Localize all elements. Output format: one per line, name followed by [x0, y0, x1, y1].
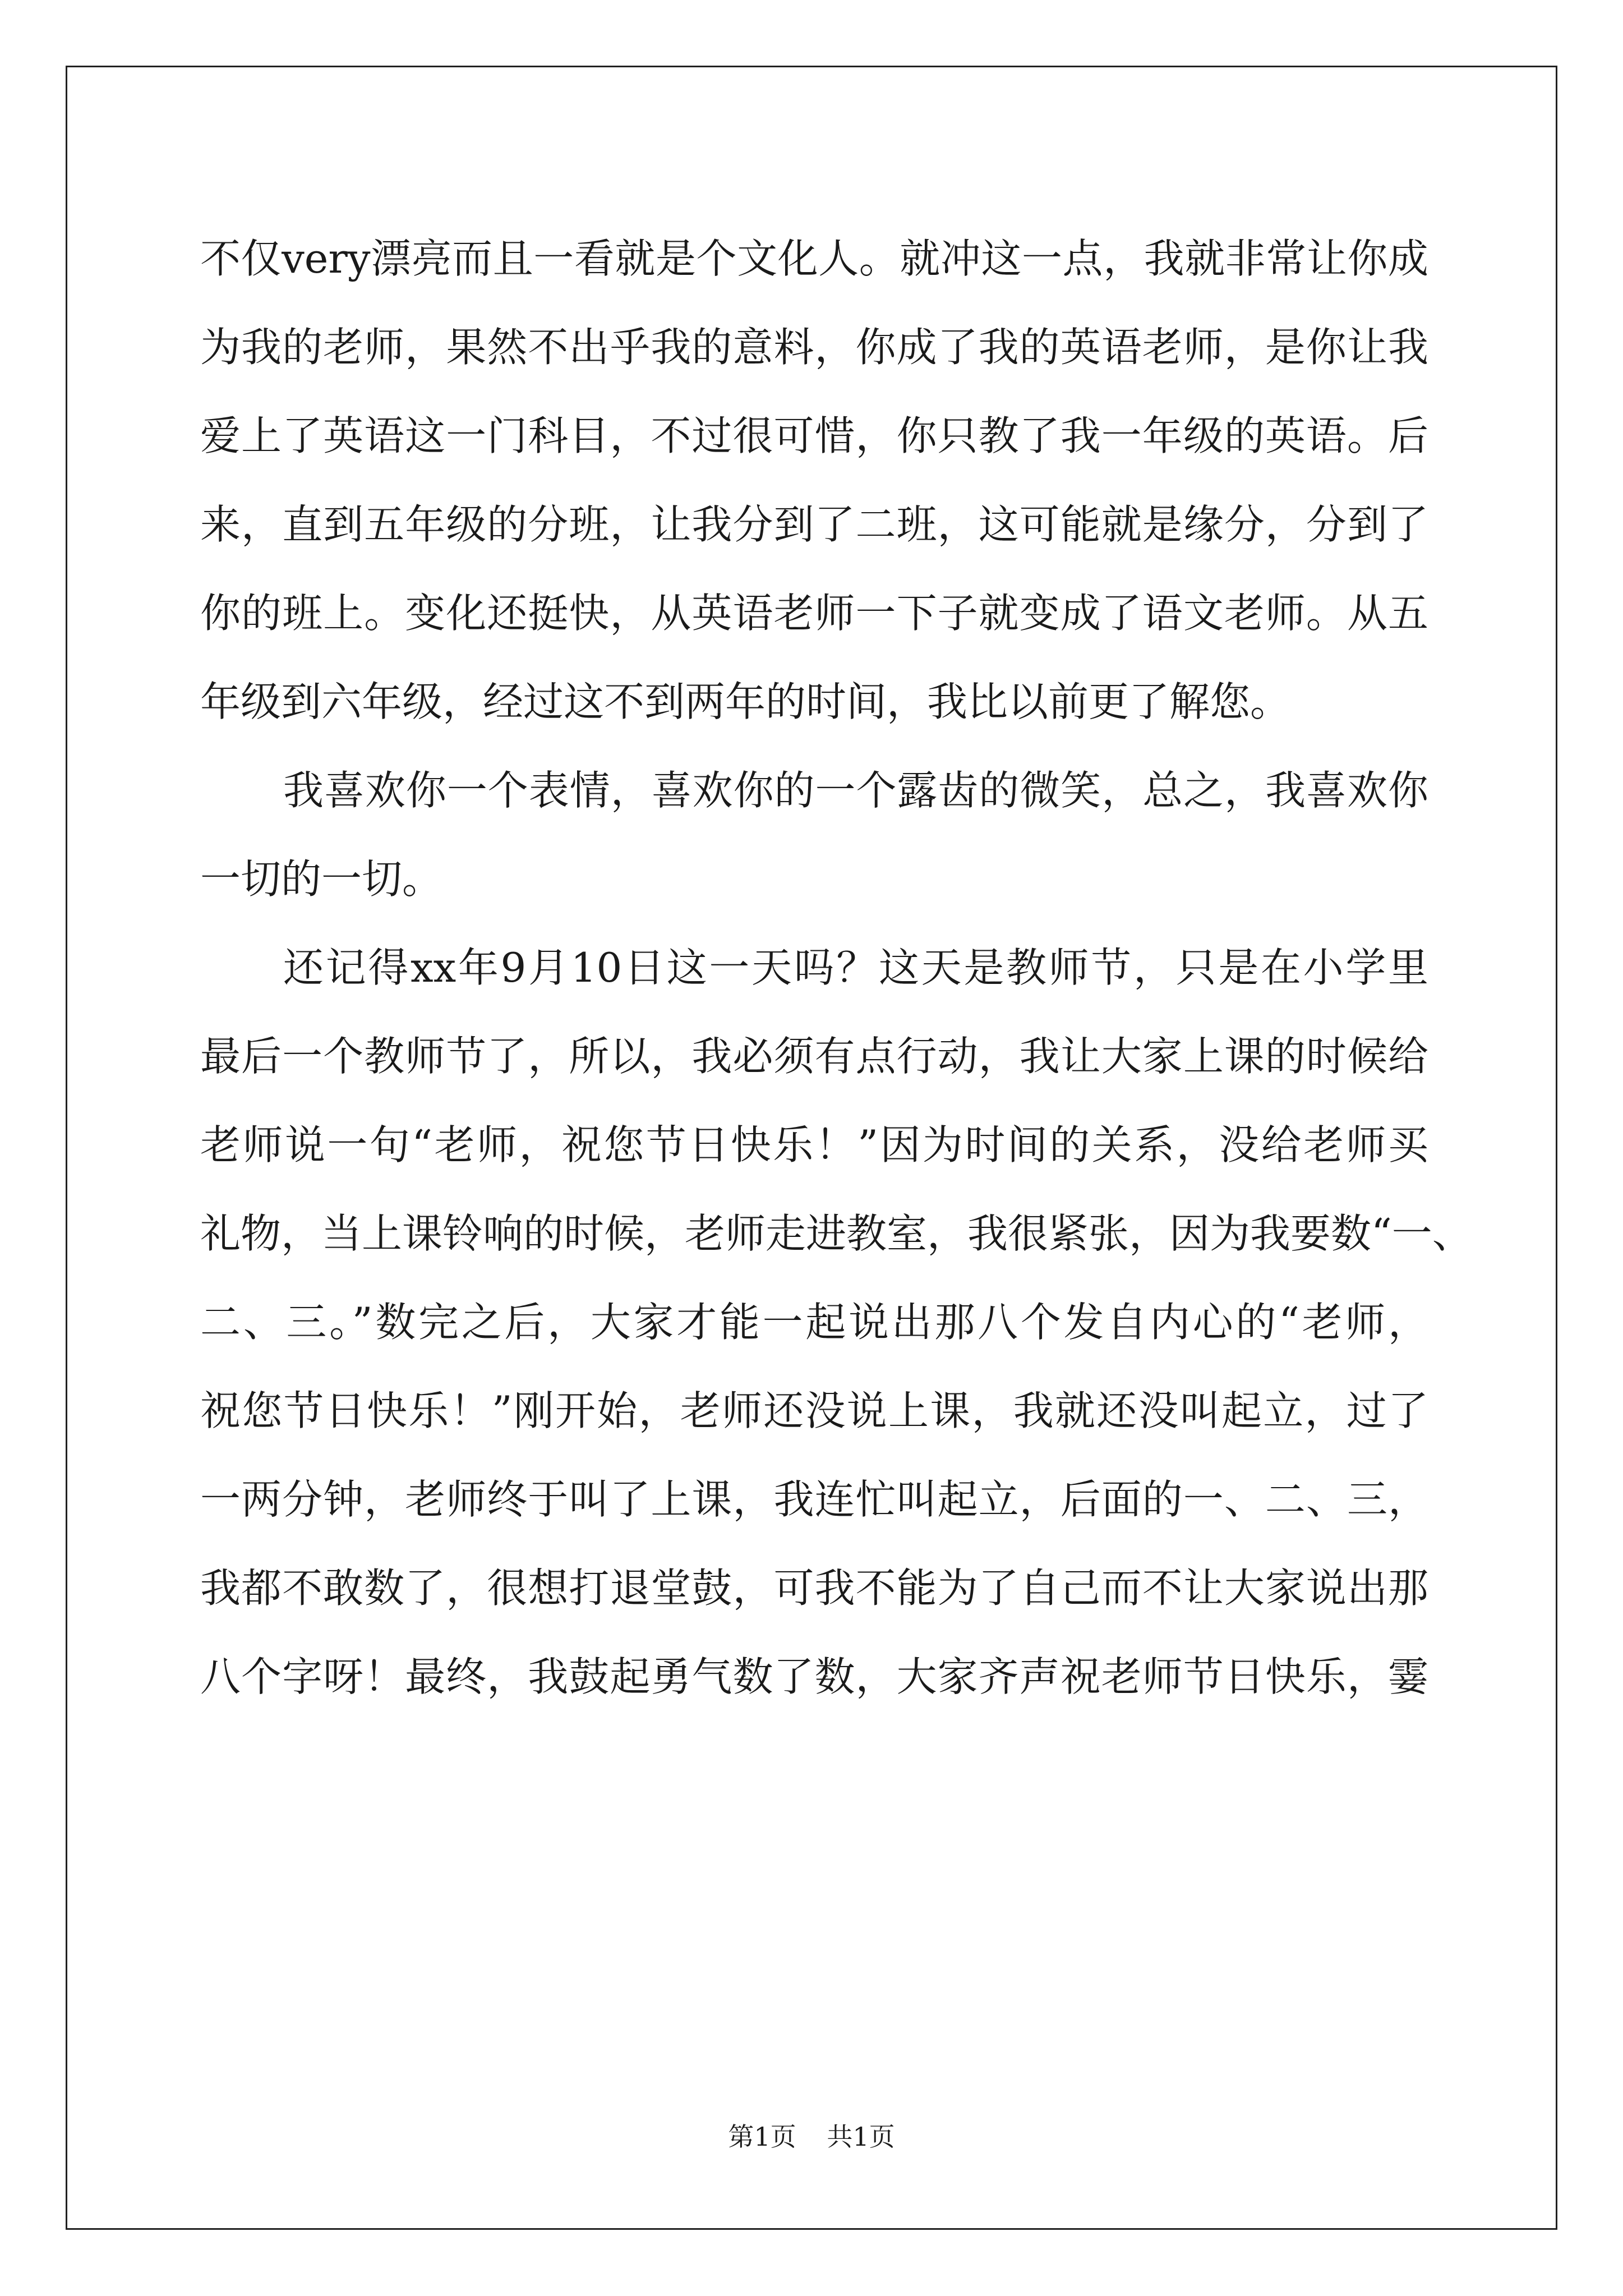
text-line: 老师说一句“老师，祝您节日快乐！”因为时间的关系，没给老师买 [200, 1121, 1428, 1168]
document-body [200, 214, 1473, 1721]
text-line: 为我的老师，果然不出乎我的意料，你成了我的英语老师，是你让我 [200, 324, 1428, 371]
text-line: 二、三。”数完之后，大家才能一起说出那八个发自内心的“老师， [200, 1299, 1428, 1346]
text-line: 我喜欢你一个表情，喜欢你的一个露齿的微笑，总之，我喜欢你 [283, 767, 1428, 814]
text-line: 还记得xx年9月10日这一天吗？这天是教师节，只是在小学里 [283, 944, 1428, 991]
text-line: 最后一个教师节了，所以，我必须有点行动，我让大家上课的时候给 [200, 1033, 1428, 1080]
text-line: 一切的一切。 [200, 855, 443, 903]
text-line: 礼物，当上课铃响的时候，老师走进教室，我很紧张，因为我要数“一、 [200, 1210, 1473, 1257]
text-line: 年级到六年级，经过这不到两年的时间，我比以前更了解您。 [200, 678, 1291, 725]
text-line: 我都不敢数了，很想打退堂鼓，可我不能为了自己而不让大家说出那 [200, 1565, 1428, 1612]
page-number-total: 共1页 [827, 2122, 895, 2152]
text-line: 祝您节日快乐！”刚开始，老师还没说上课，我就还没叫起立，过了 [200, 1387, 1428, 1434]
page-footer [0, 2116, 1623, 2154]
page-number-current: 第1页 [728, 2122, 796, 2152]
text-line: 你的班上。变化还挺快，从英语老师一下子就变成了语文老师。从五 [200, 590, 1428, 637]
text-line: 来，直到五年级的分班，让我分到了二班，这可能就是缘分，分到了 [200, 501, 1428, 548]
text-line: 不仅very漂亮而且一看就是个文化人。就冲这一点，我就非常让你成 [200, 235, 1428, 282]
text-line: 爱上了英语这一门科目，不过很可惜，你只教了我一年级的英语。后 [200, 412, 1428, 459]
text-line: 一两分钟，老师终于叫了上课，我连忙叫起立，后面的一、二、三， [200, 1476, 1428, 1523]
text-line: 八个字呀！最终，我鼓起勇气数了数，大家齐声祝老师节日快乐，霎 [200, 1653, 1428, 1700]
